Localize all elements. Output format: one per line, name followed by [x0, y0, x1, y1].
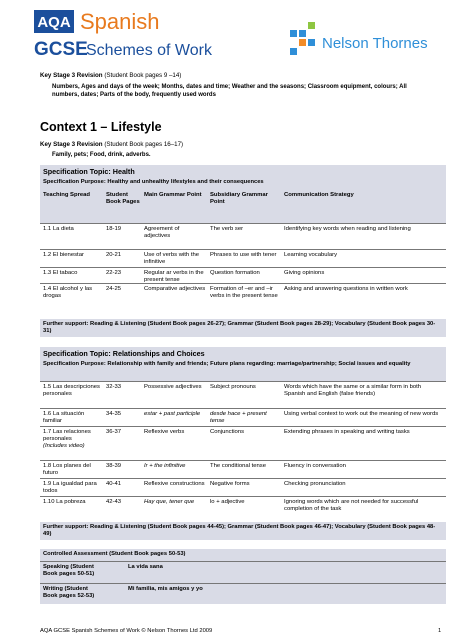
- spanish-text: Spanish: [80, 9, 160, 34]
- speaking-label: Speaking (Student Book pages 50-51): [43, 564, 95, 577]
- gcse-text: GCSE: [34, 39, 88, 60]
- table-cell: 1.5 Las descripciones personales: [43, 383, 100, 397]
- relationships-table: [40, 381, 446, 521]
- table-cell: Agreement of adjectives: [144, 225, 180, 239]
- ks3b-title: Key Stage 3 Revision: [40, 141, 103, 148]
- table-row: [40, 381, 446, 408]
- ks3b-pages: (Student Book pages 16–17): [102, 141, 184, 148]
- relationships-topic-title: Specification Topic: Relationships and Choices: [43, 349, 205, 358]
- table-cell: [43, 429, 103, 450]
- table-cell: Question formation: [210, 269, 260, 276]
- table-cell: Reflexive constructions: [144, 480, 205, 487]
- table-cell: Reflexive verbs: [144, 428, 185, 435]
- video-note: (Includes video): [43, 442, 85, 449]
- table-cell: 42-43: [106, 498, 122, 505]
- table-header-row: [40, 190, 446, 223]
- table-cell: 1.8 Los planes del futuro: [43, 462, 91, 476]
- ks3b-heading: [40, 141, 183, 148]
- table-cell: Ir + the infinitive: [144, 462, 186, 469]
- page-number: 1: [438, 628, 442, 634]
- health-topic-box: [40, 165, 446, 190]
- table-cell: Using verbal context to work out the meaning of new words: [284, 410, 439, 417]
- table-row: [40, 223, 446, 249]
- ks3-heading: [40, 72, 181, 79]
- table-cell: 36-37: [106, 428, 122, 435]
- health-table: [40, 190, 446, 307]
- table-cell: Checking pronunciation: [284, 480, 346, 487]
- table-cell: 1.4 El alcohol y las drogas: [43, 285, 93, 299]
- table-cell: Possessive adjectives: [144, 383, 202, 390]
- table-row: [40, 267, 446, 283]
- table-row: [40, 408, 446, 426]
- table-cell: 1.6 La situación familiar: [43, 410, 85, 424]
- table-cell: Formation of –er and –ir verbs in the present tense: [210, 285, 278, 299]
- table-cell: Extending phrases in speaking and writing tasks: [284, 428, 410, 435]
- writing-label: Writing (Student Book pages 52-53): [43, 586, 95, 599]
- table-cell: Identifying key words when reading and listening: [284, 225, 411, 232]
- table-cell: 32-33: [106, 383, 122, 390]
- ks3-title: Key Stage 3 Revision: [40, 72, 103, 79]
- table-row: [40, 496, 446, 521]
- table-cell: 1.9 La igualdad para todos: [43, 480, 97, 494]
- table-cell: Fluency in conversation: [284, 462, 346, 469]
- table-cell: Conjunctions: [210, 428, 245, 435]
- spread-name: 1.7 Las relaciones personales: [43, 428, 91, 442]
- speaking-value: La vida sana: [128, 564, 163, 570]
- table-cell: 34-35: [106, 410, 122, 417]
- table-cell: Negative forms: [210, 480, 250, 487]
- table-cell: lo + adjective: [210, 498, 245, 505]
- table-cell: 1.1 La dieta: [43, 225, 74, 232]
- table-cell: Regular ar verbs in the present tense: [144, 269, 204, 283]
- footer-text: AQA GCSE Spanish Schemes of Work © Nelson Thornes Ltd 2009: [40, 628, 213, 634]
- health-topic-title: Specification Topic: Health: [43, 167, 135, 176]
- table-cell: 1.2 El bienestar: [43, 251, 84, 258]
- table-cell: 1.10 La pobreza: [43, 498, 86, 505]
- col-header: Teaching Spread: [43, 191, 91, 198]
- ks3-pages: (Student Book pages 9 –14): [102, 72, 182, 79]
- table-row: [40, 426, 446, 460]
- table-cell: Giving opinions: [284, 269, 325, 276]
- table-cell: 1.3 El tabaco: [43, 269, 78, 276]
- col-header: Main Grammar Point: [144, 191, 202, 198]
- assessment-title: Controlled Assessment (Student Book pages 50-53): [43, 551, 186, 557]
- table-row: [40, 478, 446, 496]
- table-cell: The conditional tense: [210, 462, 266, 469]
- publisher-text: Nelson Thornes: [322, 35, 428, 52]
- table-cell: 18-19: [106, 225, 122, 232]
- relationships-topic-box: [40, 347, 446, 381]
- schemes-text: Schemes of Work: [86, 42, 212, 59]
- relationships-topic-purpose: Specification Purpose: Relationship with family and friends; Future plans regarding: marriage/partnership; Social issues and equality: [43, 361, 411, 367]
- health-further-support: Further support: Reading & Listening (Student Book pages 26-27); Grammar (Student Book pages 28-29); Vocabulary (Student Book pages 30-31): [40, 319, 446, 337]
- page-header: [0, 0, 453, 70]
- table-cell: Learning vocabulary: [284, 251, 338, 258]
- ks3b-description: Family, pets; Food, drink, adverbs.: [52, 152, 151, 158]
- controlled-assessment-box: [40, 549, 446, 604]
- table-cell: 20-21: [106, 251, 122, 258]
- table-cell: 38-39: [106, 462, 122, 469]
- table-cell: Use of verbs with the infinitive: [144, 251, 200, 265]
- context-title: Context 1 – Lifestyle: [40, 120, 162, 134]
- table-cell: estar + past participle: [144, 410, 201, 417]
- table-cell: Comparative adjectives: [144, 285, 206, 292]
- col-header: Communication Strategy: [284, 191, 354, 198]
- table-row: [40, 460, 446, 478]
- table-cell: Ignoring words which are not needed for successful completion of the task: [284, 498, 419, 512]
- aqa-text: AQA: [37, 14, 71, 31]
- table-row: [40, 283, 446, 307]
- writing-value: Mi familia, mis amigos y yo: [128, 586, 203, 592]
- relationships-further-support: Further support: Reading & Listening (Student Book pages 44-45); Grammar (Student Book pages 46-47); Vocabulary (Student Book pages 48-49): [40, 522, 446, 540]
- table-row: [40, 249, 446, 267]
- table-cell: The verb ser: [210, 225, 244, 232]
- health-topic-purpose: Specification Purpose: Healthy and unhealthy lifestyles and their consequences: [43, 179, 264, 185]
- table-cell: Phrases to use with tener: [210, 251, 277, 258]
- table-cell: Hay que, tener que: [144, 498, 195, 505]
- col-header: Student Book Pages: [106, 191, 140, 205]
- table-cell: 40-41: [106, 480, 122, 487]
- table-cell: Asking and answering questions in written work: [284, 285, 408, 292]
- aqa-gcse-logo: [34, 9, 212, 62]
- table-cell: Subject pronouns: [210, 383, 256, 390]
- nelson-thornes-logo: [290, 22, 440, 56]
- table-cell: desde hace + present tense: [210, 410, 267, 424]
- col-header: Subsidiary Grammar Point: [210, 191, 268, 205]
- table-cell: 24-25: [106, 285, 122, 292]
- ks3-description: Numbers, Ages and days of the week; Months, dates and time; Weather and the seasons; Classroom equipment, colours; All numbers, dates; Parts of the body, frequently used words: [52, 84, 407, 98]
- table-cell: Words which have the same or a similar form in both Spanish and English (false friends): [284, 383, 422, 397]
- table-cell: 22-23: [106, 269, 122, 276]
